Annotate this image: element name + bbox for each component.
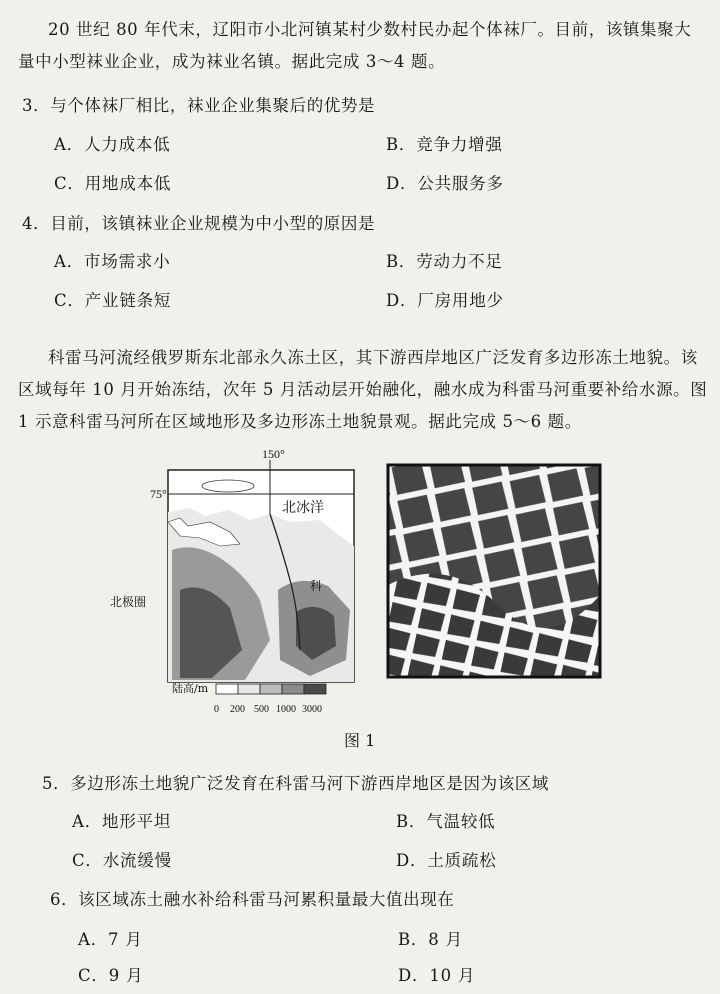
q5-option-d: D．土质疏松 (396, 851, 497, 870)
arctic-circle-label: 北极圈 (110, 595, 147, 609)
legend-swatch-2 (260, 684, 282, 694)
question-6-stem: 6．该区域冻土融水补给科雷马河累积量最大值出现在 (50, 890, 455, 909)
legend-swatch-4 (304, 684, 326, 694)
legend-title: 陆高/m (172, 682, 209, 695)
q3-option-a: A．人力成本低 (54, 135, 171, 154)
question-3-stem: 3．与个体袜厂相比，袜业企业集聚后的优势是 (22, 96, 376, 115)
passage-5-6: 科雷马河流经俄罗斯东北部永久冻土区，其下游西岸地区广泛发育多边形冻土地貌。该区域每年 10 月开始冻结，次年 5 月活动层开始融化，融水成为科雷马河重要补给水源。图 1 示意科雷马河所在区域地形及多边形冻土地貌景观。据此完成 5～6 题。 (18, 348, 708, 431)
legend-swatch-3 (282, 684, 304, 694)
question-4-stem: 4．目前，该镇袜业企业规模为中小型的原因是 (22, 214, 376, 233)
passage-3-4: 20 世纪 80 年代末，辽阳市小北河镇某村少数村民办起个体袜厂。目前，该镇集聚大量中小型袜业企业，成为袜业名镇。据此完成 3～4 题。 (18, 20, 692, 71)
legend-swatch-0 (216, 684, 238, 694)
q4-option-d: D．厂房用地少 (386, 291, 504, 310)
longitude-label: 150° (262, 447, 285, 461)
q6-option-b: B．8 月 (398, 930, 463, 949)
q4-option-b: B．劳动力不足 (386, 252, 503, 271)
kolyma-label: 科 (310, 579, 323, 593)
q5-option-c: C．水流缓慢 (72, 851, 172, 870)
q5-option-b: B．气温较低 (396, 812, 496, 831)
elevation-legend (216, 684, 326, 694)
legend-tick-3: 1000 (276, 704, 296, 715)
q6-option-a: A．7 月 (78, 930, 143, 949)
latitude-label: 75° (150, 487, 167, 501)
q5-option-a: A．地形平坦 (72, 812, 172, 831)
q6-option-c: C．9 月 (78, 966, 144, 985)
q3-option-b: B．竞争力增强 (386, 135, 503, 154)
q3-option-c: C．用地成本低 (54, 174, 172, 193)
q6-option-d: D．10 月 (398, 966, 476, 985)
arctic-ocean-label: 北冰洋 (282, 500, 324, 516)
legend-tick-1: 200 (230, 704, 245, 715)
terrain-map (110, 447, 375, 720)
legend-tick-4: 3000 (302, 704, 322, 715)
q4-option-a: A．市场需求小 (54, 252, 171, 271)
q4-option-c: C．产业链条短 (54, 291, 172, 310)
polygon-permafrost-photo (388, 465, 600, 677)
legend-tick-0: 0 (214, 704, 219, 715)
island (202, 480, 254, 492)
question-5-stem: 5．多边形冻土地貌广泛发育在科雷马河下游西岸地区是因为该区域 (42, 774, 549, 793)
legend-swatch-1 (238, 684, 260, 694)
figure-caption: 图 1 (344, 731, 376, 750)
legend-tick-2: 500 (254, 704, 269, 715)
q3-option-d: D．公共服务多 (386, 174, 504, 193)
